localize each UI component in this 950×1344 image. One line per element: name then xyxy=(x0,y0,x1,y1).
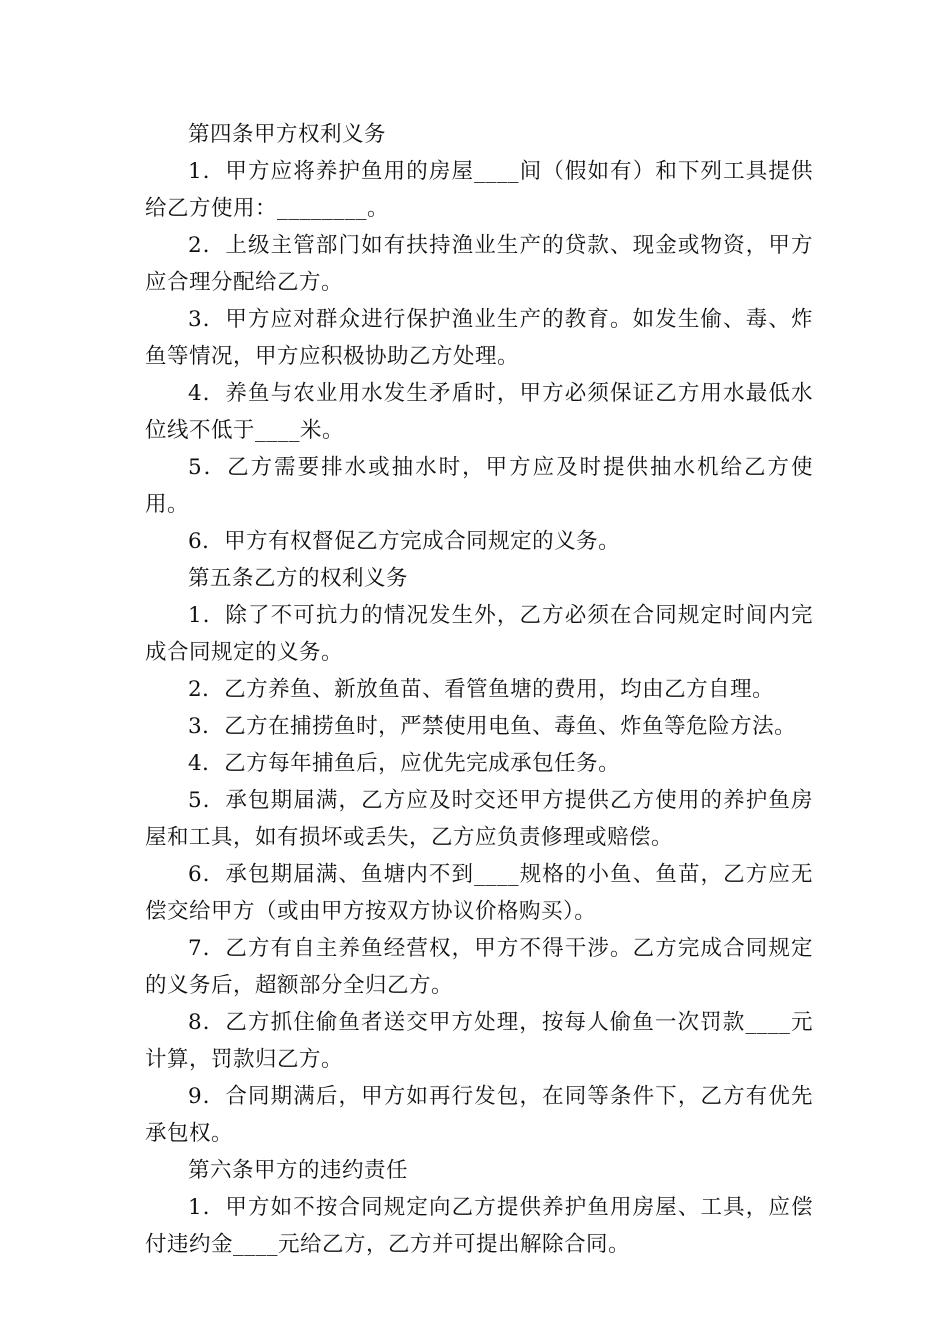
article-4-item-1: 1．甲方应将养护鱼用的房屋____间（假如有）和下列工具提供给乙方使用：________。 xyxy=(145,159,813,221)
article-5-item-6: 6．承包期届满、鱼塘内不到____规格的小鱼、鱼苗，乙方应无偿交给甲方（或由甲方按双方协议价格购买）。 xyxy=(145,862,813,924)
article-4-item-5: 5．乙方需要排水或抽水时，甲方应及时提供抽水机给乙方使用。 xyxy=(145,455,813,517)
document-page xyxy=(145,116,813,1263)
article-5-item-5: 5．承包期届满，乙方应及时交还甲方提供乙方使用的养护鱼房屋和工具，如有损坏或丢失，乙方应负责修理或赔偿。 xyxy=(145,788,813,850)
article-5-item-8: 8．乙方抓住偷鱼者送交甲方处理，按每人偷鱼一次罚款____元计算，罚款归乙方。 xyxy=(145,1010,813,1072)
article-6-heading: 第六条甲方的违约责任 xyxy=(188,1158,409,1183)
article-5-item-9: 9．合同期满后，甲方如再行发包，在同等条件下，乙方有优先承包权。 xyxy=(145,1084,813,1146)
article-5-heading: 第五条乙方的权利义务 xyxy=(188,566,409,591)
article-4-item-6: 6．甲方有权督促乙方完成合同规定的义务。 xyxy=(188,529,621,554)
article-5-item-2: 2．乙方养鱼、新放鱼苗、看管鱼塘的费用，均由乙方自理。 xyxy=(188,677,775,702)
article-5-item-4: 4．乙方每年捕鱼后，应优先完成承包任务。 xyxy=(188,751,621,776)
article-5-item-1: 1．除了不可抗力的情况发生外，乙方必须在合同规定时间内完成合同规定的义务。 xyxy=(145,603,813,665)
article-4-item-2: 2．上级主管部门如有扶持渔业生产的贷款、现金或物资，甲方应合理分配给乙方。 xyxy=(145,233,813,295)
article-5-item-7: 7．乙方有自主养鱼经营权，甲方不得干涉。乙方完成合同规定的义务后，超额部分全归乙方。 xyxy=(145,936,813,998)
article-5-item-3: 3．乙方在捕捞鱼时，严禁使用电鱼、毒鱼、炸鱼等危险方法。 xyxy=(188,714,797,739)
article-4-item-3: 3．甲方应对群众进行保护渔业生产的教育。如发生偷、毒、炸鱼等情况，甲方应积极协助乙方处理。 xyxy=(145,307,813,369)
article-4-item-4: 4．养鱼与农业用水发生矛盾时，甲方必须保证乙方用水最低水位线不低于____米。 xyxy=(145,381,813,443)
article-6-item-1: 1．甲方如不按合同规定向乙方提供养护鱼用房屋、工具，应偿付违约金____元给乙方，乙方并可提出解除合同。 xyxy=(145,1195,813,1257)
article-4-heading: 第四条甲方权利义务 xyxy=(188,122,387,147)
